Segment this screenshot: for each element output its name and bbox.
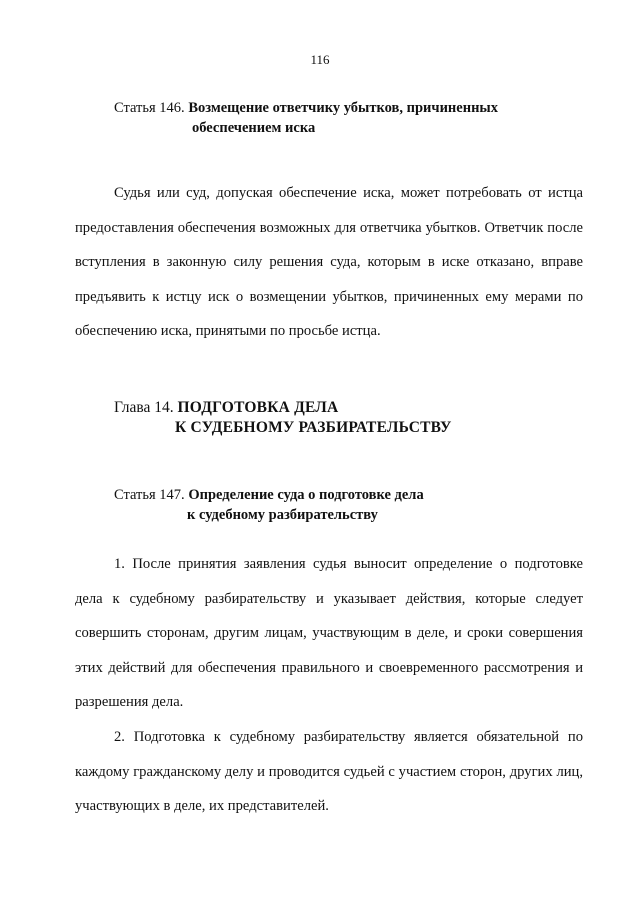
article-147-paragraph-1: 1. После принятия заявления судья выносит определение о подготовке дела к судебному разбирательству и указывает действия, которые следует совершить сторонам, другим лицам, участвующим в деле, и сроки совершения этих действий для обеспечения правильного и своевременного рассмотрения и разрешения дела. — [75, 556, 583, 710]
article-147-title-line1: Определение суда о подготовке дела — [188, 487, 424, 503]
article-146-text: Судья или суд, допуская обеспечение иска, может потребовать от истца предоставления обеспечения возможных для ответчика убытков. Ответчик после вступления в законную силу решения суда, которым в иске отказано, вправе предъявить к истцу иск о возмещении убытков, причиненных ему мерами по обеспечению иска, принятыми по просьбе истца. — [75, 185, 583, 339]
article-146-heading — [114, 98, 498, 138]
page-number: 116 — [310, 52, 330, 67]
article-146-title-line2: обеспечением иска — [192, 120, 316, 136]
chapter-14-heading — [114, 398, 452, 438]
article-147-title-line2: к судебному разбирательству — [187, 507, 378, 523]
article-146-title-line1: Возмещение ответчику убытков, причиненных — [188, 100, 499, 116]
article-147-label: Статья 147. — [114, 487, 185, 503]
article-147-heading — [114, 485, 424, 525]
article-147-paragraph-2: 2. Подготовка к судебному разбирательству является обязательной по каждому гражданскому делу и проводится судьей с участием сторон, других лиц, участвующих в деле, их представителей. — [75, 729, 583, 814]
chapter-14-label: Глава 14. — [114, 399, 174, 416]
chapter-14-title-line2: К СУДЕБНОМУ РАЗБИРАТЕЛЬСТВУ — [175, 419, 452, 436]
article-146-label: Статья 146. — [114, 100, 185, 116]
chapter-14-title-line1: ПОДГОТОВКА ДЕЛА — [177, 399, 339, 416]
